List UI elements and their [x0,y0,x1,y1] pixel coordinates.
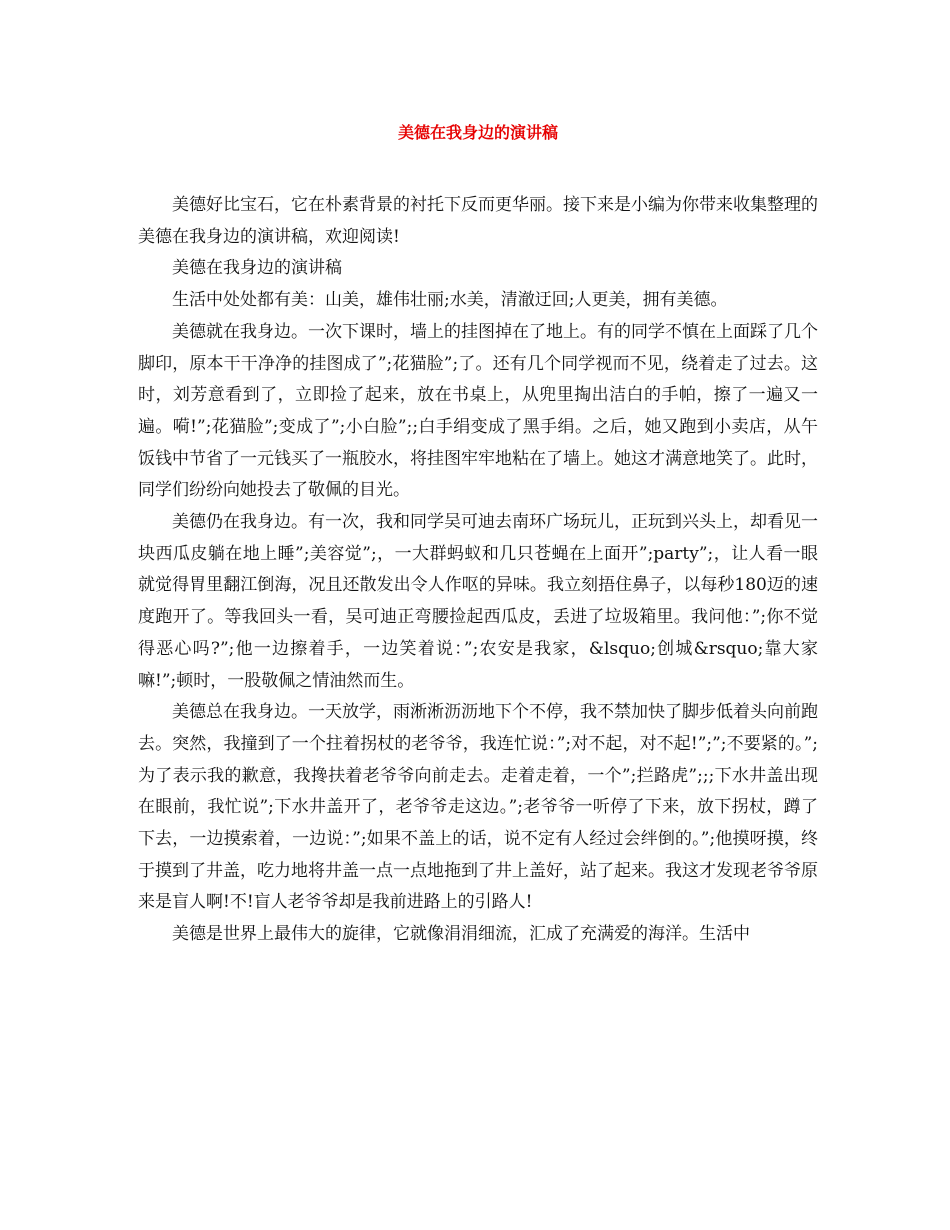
body-paragraph: 生活中处处都有美：山美，雄伟壮丽;水美，清澈迂回;人更美，拥有美德。 [172,290,728,311]
body-paragraph: 美德总在我身边。一天放学，雨淅淅沥沥地下个不停，我不禁加快了脚步低着头向前跑去。突然，我撞到了一个拄着拐杖的老爷爷，我连忙说：”;对不起，对不起!”;”;不要紧的。”;为了表示我的歉意，我搀扶着老爷爷向前走去。走着走着，一个”;拦路虎”;;;下水井盖出现在眼前，我忙说”;下水井盖开了，老爷爷走这边。”;老爷爷一听停了下来，放下拐杖，蹲了下去，一边摸索着，一边说：”;如果不盖上的话，说不定有人经过会绊倒的。”;他摸呀摸，终于摸到了井盖，吃力地将井盖一点一点地拖到了井上盖好，站了起来。我这才发现老爷爷原来是盲人啊!不!盲人老爷爷却是我前进路上的引路人! [138,702,818,913]
document-title: 美德在我身边的演讲稿 [397,123,558,142]
document-page [138,118,818,951]
body-paragraph: 美德就在我身边。一次下课时，墙上的挂图掉在了地上。有的同学不慎在上面踩了几个脚印，原本干干净净的挂图成了”;花猫脸”;了。还有几个同学视而不见，绕着走了过去。这时，刘芳意看到了，立即捡了起来，放在书桌上，从兜里掏出洁白的手帕，擦了一遍又一遍。嗬!”;花猫脸”;变成了”;小白脸”;;白手绢变成了黑手绢。之后，她又跑到小卖店，从午饭钱中节省了一元钱买了一瓶胶水，将挂图牢牢地粘在了墙上。她这才满意地笑了。此时，同学们纷纷向她投去了敬佩的目光。 [138,321,818,501]
body-paragraph: 美德仍在我身边。有一次，我和同学吴可迪去南环广场玩儿，正玩到兴头上，却看见一块西瓜皮躺在地上睡”;美容觉”;，一大群蚂蚁和几只苍蝇在上面开”;party”;，让人看一眼就觉得胃里翻江倒海，况且还散发出令人作呕的异味。我立刻捂住鼻子，以每秒180迈的速度跑开了。等我回头一看，吴可迪正弯腰捡起西瓜皮，丢进了垃圾箱里。我问他：”;你不觉得恶心吗?”;他一边擦着手，一边笑着说：”;农安是我家，&lsquo;创城&rsquo;靠大家嘛!”;顿时，一股敬佩之情油然而生。 [138,512,818,691]
intro-paragraph: 美德好比宝石，它在朴素背景的衬托下反而更华丽。接下来是小编为你带来收集整理的美德在我身边的演讲稿，欢迎阅读! [138,195,818,247]
body-paragraph: 美德是世界上最伟大的旋律，它就像涓涓细流，汇成了充满爱的海洋。生活中 [172,924,750,945]
subtitle-paragraph: 美德在我身边的演讲稿 [172,258,342,279]
